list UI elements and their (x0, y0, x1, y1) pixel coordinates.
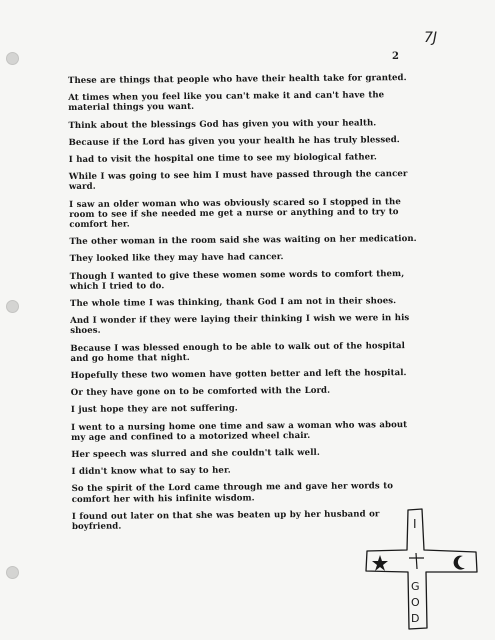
paragraph: While I was going to see him I must have passed through the cancer ward. (68, 169, 408, 193)
paragraph: Or they have gone on to be comforted with the Lord. (70, 385, 331, 399)
star-icon (372, 555, 388, 571)
paragraph: Think about the blessings God has given you with your health. (68, 117, 377, 131)
paragraph: Though I wanted to give these women some words to comfort them, which I tried to do. (69, 268, 405, 292)
paragraph: Her speech was slurred and she couldn't talk well. (71, 447, 320, 461)
paragraph: I just hope they are not suffering. (70, 403, 238, 416)
cross-drawing-icon (364, 506, 484, 634)
paragraph: Hopefully these two women have gotten better and left the hospital. (70, 368, 407, 382)
paragraph: So the spirit of the Lord came through me and gave her words to comfort her with his infinite wisdom. (71, 481, 394, 505)
page-number: 2 (392, 51, 399, 62)
paragraph: At times when you feel like you can't make it and can't have the material things you want. (68, 90, 385, 114)
paragraph: The other woman in the room said she was waiting on her medication. (69, 234, 417, 248)
cross-letter: O (411, 596, 420, 609)
paragraph: I saw an older woman who was obviously scared so I stopped in the room to see if she needed me get a nurse or anything and to try to comfort her. (69, 196, 401, 231)
binder-hole (6, 52, 19, 65)
cross-letter: D (411, 612, 420, 625)
crescent-icon (454, 556, 465, 570)
cross-letter: G (411, 580, 420, 593)
binder-hole (6, 300, 19, 313)
paragraph: I found out later on that she was beaten up by her husband or boyfriend. (71, 509, 380, 533)
paragraph: I had to visit the hospital one time to see my biological father. (68, 152, 377, 166)
paragraph: I didn't know what to say to her. (71, 465, 231, 478)
paragraph: Because I was blessed enough to be able to walk out of the hospital and go home that night. (70, 340, 405, 364)
paragraph: I went to a nursing home one time and saw a woman who was about my age and confined to a motorized wheel chair. (71, 419, 408, 443)
small-cross-icon (409, 553, 424, 569)
paragraph: And I wonder if they were laying their thinking I wish we were in his shoes. (70, 313, 410, 337)
paragraph: Because if the Lord has given you your health he has truly blessed. (68, 134, 400, 148)
paragraph: They looked like they may have had cancer. (69, 252, 284, 265)
binder-hole (6, 566, 19, 579)
hand-drawn-cross (364, 506, 484, 634)
paragraph: These are things that people who have their health take for granted. (68, 73, 407, 86)
cross-letter: I (413, 517, 417, 531)
handwritten-page-label: 7J (424, 30, 438, 46)
paragraph: The whole time I was thinking, thank God I am not in their shoes. (69, 296, 397, 310)
document-body (68, 73, 422, 539)
